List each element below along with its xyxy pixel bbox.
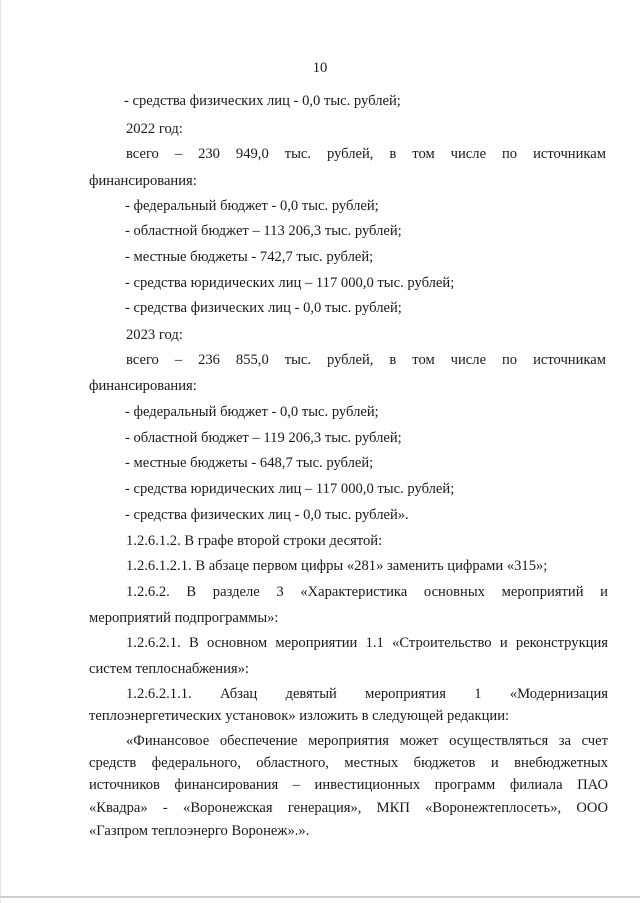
page-number: 10: [312, 60, 328, 76]
text-line: финансирования:: [89, 173, 197, 189]
text-line: - федеральный бюджет - 0,0 тыс. рублей;: [125, 404, 379, 420]
text-line: «Финансовое обеспечение мероприятия может осуществляться за счет: [126, 733, 608, 749]
text-line: 1.2.6.2.1.1. Абзац девятый мероприятия 1 «Модернизация: [126, 686, 608, 702]
text-line: - средства юридических лиц – 117 000,0 тыс. рублей;: [125, 275, 455, 291]
scan-edge: [0, 896, 640, 898]
text-line: - областной бюджет – 119 206,3 тыс. рублей;: [125, 430, 402, 446]
text-line: - местные бюджеты - 742,7 тыс. рублей;: [125, 249, 374, 265]
text-line: финансирования:: [89, 378, 197, 394]
text-line: - областной бюджет – 113 206,3 тыс. рублей;: [125, 223, 402, 239]
text-line: «Газпром теплоэнерго Воронеж».».: [89, 823, 310, 839]
text-line: всего – 230 949,0 тыс. рублей, в том числе по источникам: [126, 146, 606, 162]
text-line: 2023 год:: [126, 327, 183, 343]
text-line: 2022 год:: [126, 121, 183, 137]
text-line: - средства физических лиц - 0,0 тыс. рублей».: [125, 507, 409, 523]
text-line: средств федерального, областного, местных бюджетов и внебюджетных: [89, 755, 608, 771]
text-line: - средства физических лиц - 0,0 тыс. рублей;: [125, 300, 402, 316]
text-line: - средства юридических лиц – 117 000,0 тыс. рублей;: [125, 481, 455, 497]
text-line: 1.2.6.2. В разделе 3 «Характеристика основных мероприятий и: [126, 584, 608, 600]
text-line: источников финансирования – инвестиционных программ филиала ПАО: [89, 777, 608, 793]
text-line: 1.2.6.1.2. В графе второй строки десятой:: [126, 533, 383, 549]
text-line: систем теплоснабжения»:: [89, 661, 249, 677]
scan-edge: [0, 0, 1, 903]
text-line: мероприятий подпрограммы»:: [89, 610, 279, 626]
text-line: - федеральный бюджет - 0,0 тыс. рублей;: [125, 198, 379, 214]
text-line: «Квадра» - «Воронежская генерация», МКП «Воронежтеплосеть», ООО: [89, 800, 608, 816]
text-line: 1.2.6.2.1. В основном мероприятии 1.1 «Строительство и реконструкция: [126, 635, 608, 651]
text-line: теплоэнергетических установок» изложить в следующей редакции:: [89, 708, 510, 724]
text-line: - местные бюджеты - 648,7 тыс. рублей;: [125, 455, 374, 471]
text-line: - средства физических лиц - 0,0 тыс. рублей;: [124, 93, 401, 109]
text-line: всего – 236 855,0 тыс. рублей, в том числе по источникам: [126, 352, 606, 368]
text-line: 1.2.6.1.2.1. В абзаце первом цифры «281» заменить цифрами «315»;: [126, 558, 548, 574]
